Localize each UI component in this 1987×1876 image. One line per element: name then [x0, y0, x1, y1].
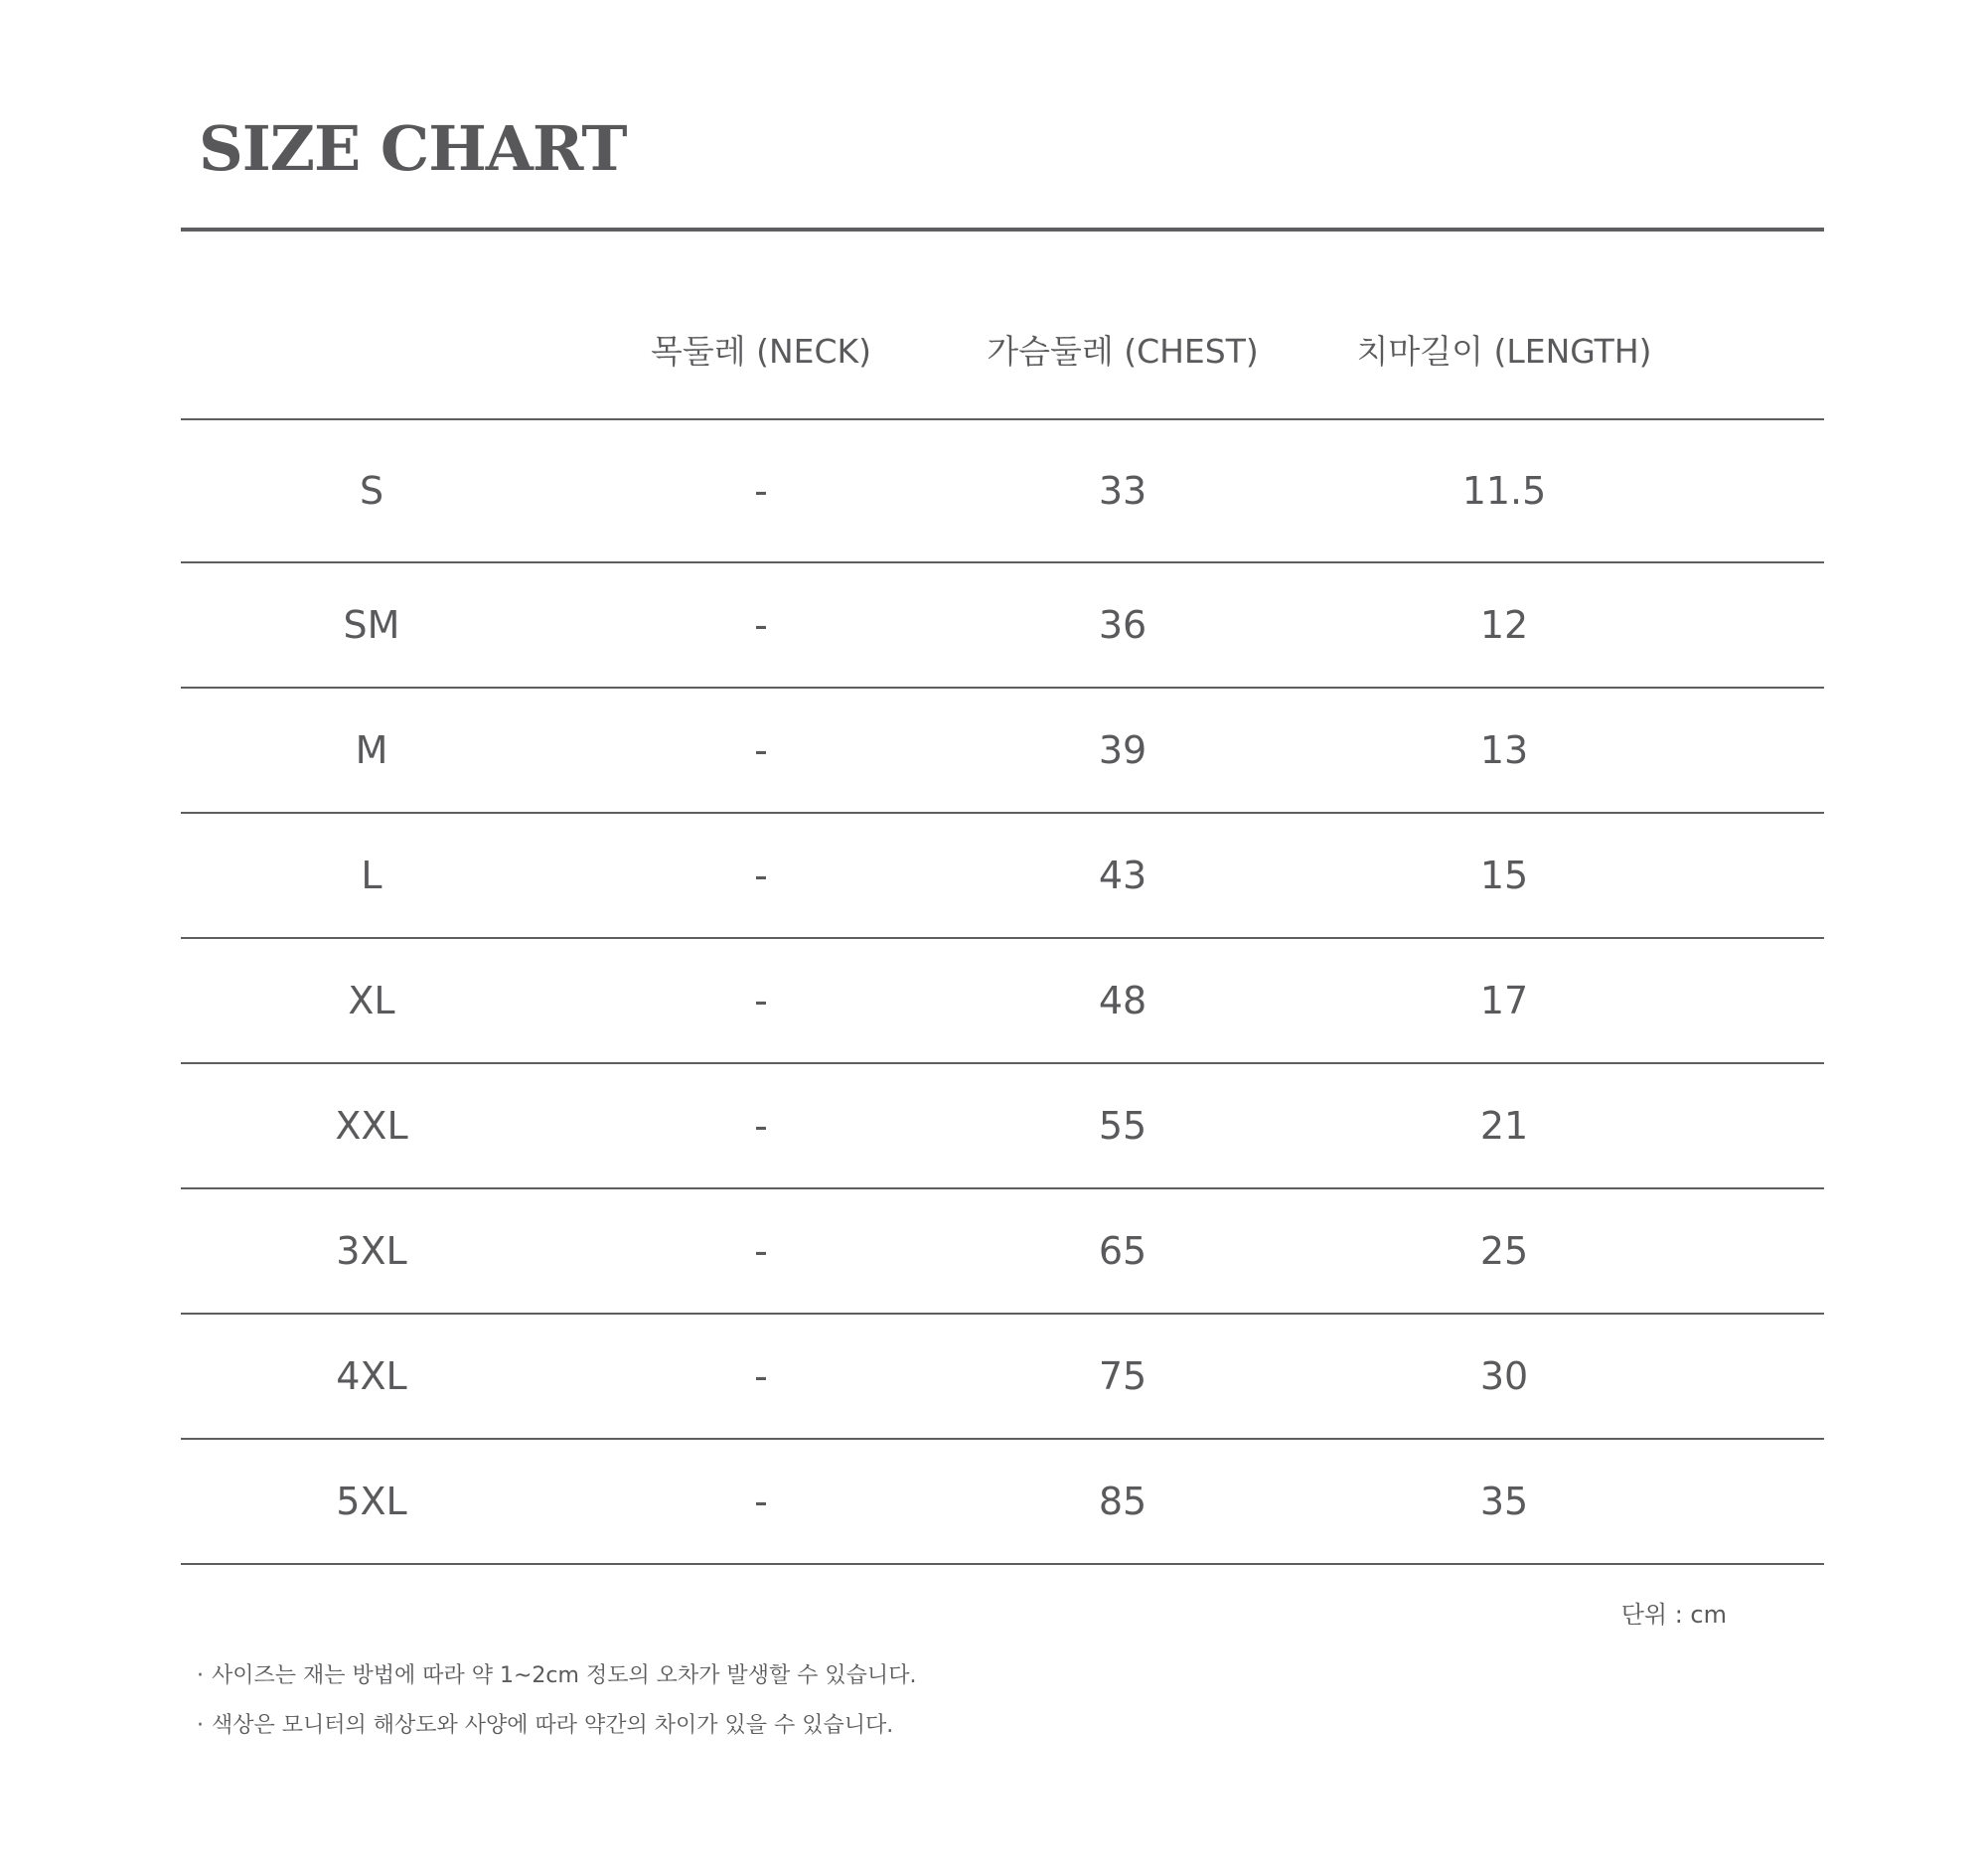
table-row: [181, 1188, 1824, 1314]
size-cell: 5XL: [181, 1439, 562, 1564]
size-cell: 3XL: [181, 1188, 562, 1314]
neck-cell: -: [562, 1063, 960, 1188]
title-divider: [181, 228, 1824, 232]
table-header-row: [181, 279, 1824, 419]
table-row: [181, 562, 1824, 688]
neck-cell: -: [562, 938, 960, 1063]
chest-cell: 39: [960, 688, 1286, 813]
table-row: [181, 419, 1824, 562]
neck-cell: -: [562, 1188, 960, 1314]
chest-cell: 36: [960, 562, 1286, 688]
neck-cell: -: [562, 1439, 960, 1564]
length-cell: 11.5: [1286, 419, 1723, 562]
spacer-cell: [1723, 562, 1824, 688]
length-cell: 30: [1286, 1314, 1723, 1439]
page-title: SIZE CHART: [199, 112, 627, 185]
table-row: [181, 1063, 1824, 1188]
spacer-cell: [1723, 1063, 1824, 1188]
table-row: [181, 1439, 1824, 1564]
note-item: · 색상은 모니터의 해상도와 사양에 따라 약간의 차이가 있을 수 있습니다.: [197, 1709, 916, 1759]
length-cell: 12: [1286, 562, 1723, 688]
header-spacer: [1723, 279, 1824, 419]
size-cell: XXL: [181, 1063, 562, 1188]
length-cell: 25: [1286, 1188, 1723, 1314]
neck-cell: -: [562, 1314, 960, 1439]
neck-cell: -: [562, 688, 960, 813]
size-cell: M: [181, 688, 562, 813]
size-cell: S: [181, 419, 562, 562]
table-row: [181, 938, 1824, 1063]
length-cell: 13: [1286, 688, 1723, 813]
length-cell: 21: [1286, 1063, 1723, 1188]
neck-cell: -: [562, 419, 960, 562]
size-cell: L: [181, 813, 562, 938]
header-length: 치마길이 (LENGTH): [1286, 279, 1723, 419]
length-cell: 17: [1286, 938, 1723, 1063]
table-row: [181, 1314, 1824, 1439]
chest-cell: 43: [960, 813, 1286, 938]
table-row: [181, 688, 1824, 813]
chest-cell: 33: [960, 419, 1286, 562]
size-cell: XL: [181, 938, 562, 1063]
size-table: [181, 279, 1824, 1565]
unit-label: 단위 : cm: [1620, 1601, 1727, 1629]
header-neck: 목둘레 (NECK): [562, 279, 960, 419]
spacer-cell: [1723, 813, 1824, 938]
spacer-cell: [1723, 688, 1824, 813]
spacer-cell: [1723, 1314, 1824, 1439]
spacer-cell: [1723, 1188, 1824, 1314]
size-cell: 4XL: [181, 1314, 562, 1439]
spacer-cell: [1723, 1439, 1824, 1564]
chest-cell: 55: [960, 1063, 1286, 1188]
neck-cell: -: [562, 562, 960, 688]
chest-cell: 48: [960, 938, 1286, 1063]
header-chest: 가슴둘레 (CHEST): [960, 279, 1286, 419]
size-cell: SM: [181, 562, 562, 688]
length-cell: 15: [1286, 813, 1723, 938]
chest-cell: 75: [960, 1314, 1286, 1439]
spacer-cell: [1723, 938, 1824, 1063]
neck-cell: -: [562, 813, 960, 938]
note-item: · 사이즈는 재는 방법에 따라 약 1~2cm 정도의 오차가 발생할 수 있습니다.: [197, 1659, 916, 1709]
chest-cell: 85: [960, 1439, 1286, 1564]
length-cell: 35: [1286, 1439, 1723, 1564]
chest-cell: 65: [960, 1188, 1286, 1314]
header-size: [181, 279, 562, 419]
notes-list: [197, 1659, 916, 1759]
table-row: [181, 813, 1824, 938]
spacer-cell: [1723, 419, 1824, 562]
